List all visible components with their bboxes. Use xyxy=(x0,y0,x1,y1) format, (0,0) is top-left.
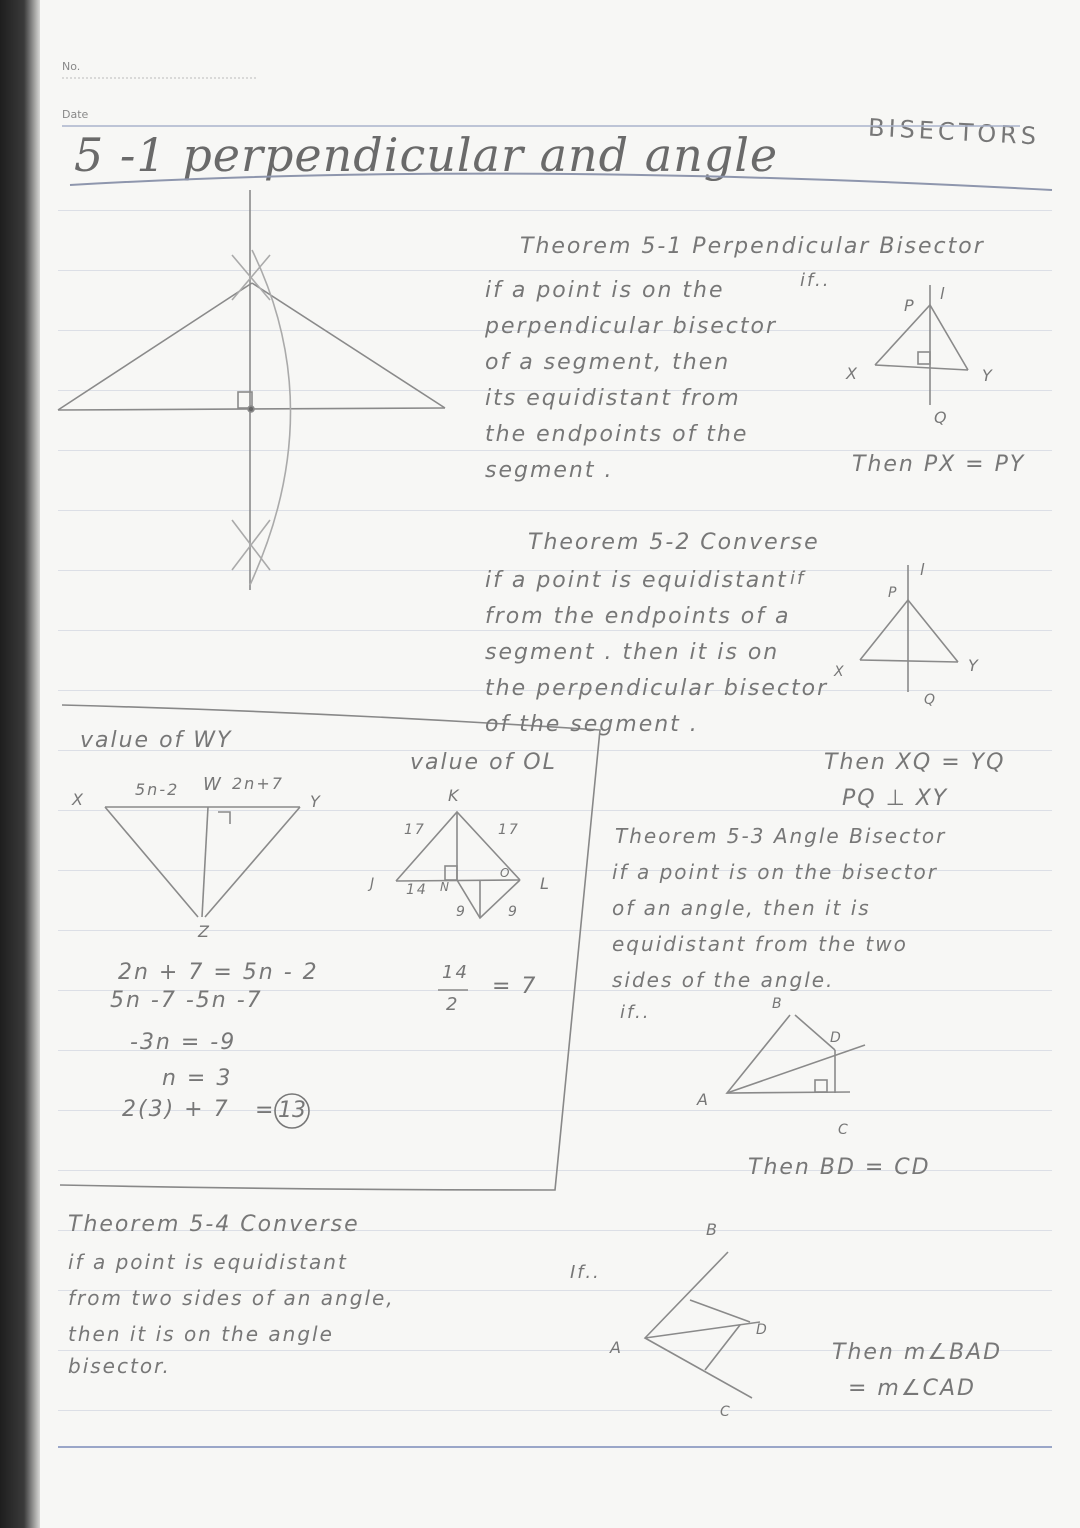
theorem4-line: bisector. xyxy=(68,1354,171,1378)
theorem2-diagram xyxy=(860,565,958,692)
label-17: 17 xyxy=(498,822,520,838)
label-2n+7: 2n+7 xyxy=(232,774,284,793)
theorem2-line: of the segment . xyxy=(485,712,699,737)
example2-result: = 7 xyxy=(492,974,538,999)
theorem1-line: perpendicular bisector xyxy=(485,314,778,339)
title-main: perpendicular and angle xyxy=(182,128,779,182)
label-b: B xyxy=(772,996,784,1012)
label-n: N xyxy=(440,880,451,894)
theorem2-then1: Then XQ = YQ xyxy=(824,750,1006,775)
work-line: 2(3) + 7 xyxy=(122,1097,230,1122)
example1-heading: value of WY xyxy=(80,728,233,753)
label-p: P xyxy=(904,296,916,315)
theorem3-line: if a point is on the bisector xyxy=(612,860,938,884)
theorem1-line: of a segment, then xyxy=(485,350,731,375)
theorem1-line: if a point is on the xyxy=(485,278,725,303)
theorem4-line: if a point is equidistant xyxy=(68,1250,348,1274)
work-line: 2n + 7 = 5n - 2 xyxy=(118,960,319,985)
label-o: O xyxy=(500,866,512,880)
theorem3-heading: Theorem 5-3 Angle Bisector xyxy=(615,824,947,848)
label-d: D xyxy=(756,1322,769,1338)
work-line: -3n = -9 xyxy=(130,1030,237,1055)
theorem3-then: Then BD = CD xyxy=(748,1155,931,1180)
theorem1-line: the endpoints of the xyxy=(485,422,749,447)
theorem1-line: its equidistant from xyxy=(485,386,741,411)
label-c: C xyxy=(838,1122,850,1138)
label-y: Y xyxy=(310,792,322,811)
date-label: Date xyxy=(62,108,89,121)
theorem1-then: Then PX = PY xyxy=(852,452,1026,477)
theorem1-if: if.. xyxy=(800,270,831,291)
theorem4-line: then it is on the angle xyxy=(68,1322,334,1346)
title-underline xyxy=(70,174,1052,190)
title-number: 5 -1 xyxy=(74,128,167,182)
label-z: Z xyxy=(198,922,211,941)
theorem2-line: from the endpoints of a xyxy=(485,604,791,629)
theorem2-if: if xyxy=(790,568,806,589)
theorem1-line: segment . xyxy=(485,458,614,483)
theorem2-then2: PQ ⊥ XY xyxy=(842,786,949,811)
label-l: l xyxy=(940,284,947,303)
theorem2-line: the perpendicular bisector xyxy=(485,676,829,701)
label-c: C xyxy=(720,1404,732,1420)
work-line: n = 3 xyxy=(162,1066,233,1091)
theorem2-line: if a point is equidistant xyxy=(485,568,788,593)
label-x: X xyxy=(72,790,85,809)
label-9: 9 xyxy=(456,904,467,920)
theorem3-line: sides of the angle. xyxy=(612,968,835,992)
label-a: A xyxy=(697,1090,710,1109)
label-q: Q xyxy=(924,692,938,708)
example2-heading: value of OL xyxy=(410,750,557,775)
label-w: W xyxy=(203,774,223,795)
theorem3-if: if.. xyxy=(620,1002,651,1023)
label-q: Q xyxy=(934,408,949,427)
label-x: X xyxy=(834,664,846,680)
label-l: l xyxy=(920,560,927,579)
label-k: K xyxy=(448,786,461,805)
label-l: L xyxy=(540,874,551,893)
example1-diagram xyxy=(105,807,300,917)
no-label: No. xyxy=(62,60,81,73)
theorem3-diagram xyxy=(727,1015,865,1093)
theorem3-line: equidistant from the two xyxy=(612,932,908,956)
label-9: 9 xyxy=(508,904,519,920)
label-17: 17 xyxy=(404,822,426,838)
theorem3-line: of an angle, then it is xyxy=(612,896,871,920)
theorem2-line: segment . then it is on xyxy=(485,640,780,665)
theorem4-line: from two sides of an angle, xyxy=(68,1286,395,1310)
label-y: Y xyxy=(982,366,994,385)
label-a: A xyxy=(610,1338,623,1357)
theorem2-heading: Theorem 5-2 Converse xyxy=(528,530,820,555)
theorem1-diagram xyxy=(875,285,968,405)
label-14: 14 xyxy=(406,882,428,898)
label-y: Y xyxy=(968,656,980,675)
theorem4-diagram xyxy=(645,1252,760,1398)
fraction-numerator: 14 xyxy=(442,962,469,983)
theorem4-if: If.. xyxy=(570,1262,601,1283)
theorem1-heading: Theorem 5-1 Perpendicular Bisector xyxy=(520,234,985,259)
construction-diagram xyxy=(58,190,445,590)
work-line: 5n -7 -5n -7 xyxy=(110,988,263,1013)
label-j: J xyxy=(370,876,377,892)
theorem4-heading: Theorem 5-4 Converse xyxy=(68,1212,360,1237)
label-p: P xyxy=(888,585,899,601)
answer-value: 13 xyxy=(278,1098,306,1123)
answer-equals: = xyxy=(255,1098,276,1123)
label-5n-2: 5n-2 xyxy=(135,780,180,799)
theorem4-then2: = m∠CAD xyxy=(848,1376,976,1401)
theorem4-then1: Then m∠BAD xyxy=(832,1340,1003,1365)
label-b: B xyxy=(706,1220,719,1239)
label-x: X xyxy=(846,364,859,383)
label-d: D xyxy=(830,1030,843,1046)
title-suffix: BISECTORS xyxy=(867,113,1041,151)
fraction-denominator: 2 xyxy=(446,994,460,1015)
